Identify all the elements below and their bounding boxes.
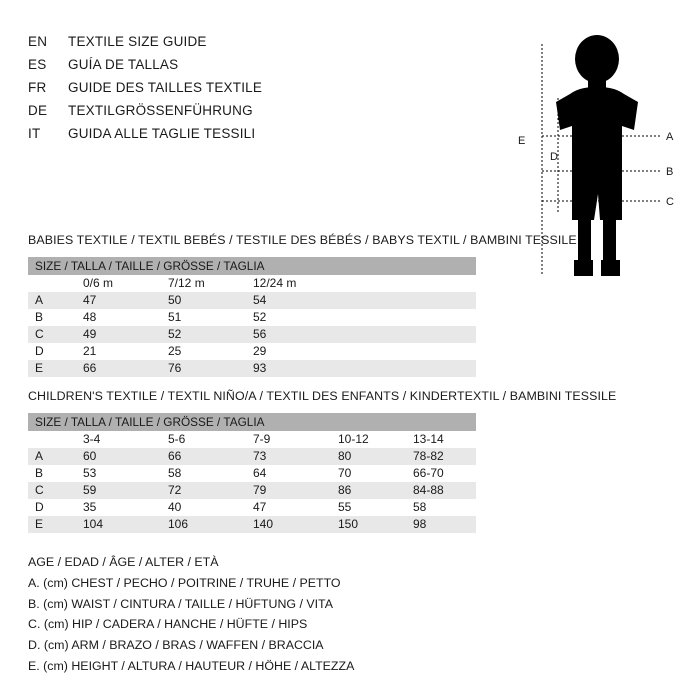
children-section-heading: CHILDREN'S TEXTILE / TEXTIL NIÑO/A / TEXTIL DES ENFANTS / KINDERTEXTIL / BAMBINI TESSILE (28, 389, 617, 403)
title-text-en: TEXTILE SIZE GUIDE (68, 34, 207, 49)
children-cell-b-3: 70 (331, 465, 406, 482)
children-row-label-a: A (28, 448, 76, 465)
title-row-it (28, 126, 458, 149)
table-row (28, 292, 476, 309)
babies-cell-d-2: 29 (246, 343, 331, 360)
children-cell-d-2: 47 (246, 499, 331, 516)
children-col-blank (28, 431, 76, 448)
legend-line-e: E. (cm) HEIGHT / ALTURA / HAUTEUR / HÖHE / ALTEZZA (28, 658, 355, 673)
title-text-fr: GUIDE DES TAILLES TEXTILE (68, 80, 263, 95)
children-cell-d-3: 55 (331, 499, 406, 516)
babies-cell-e-pad (331, 360, 476, 377)
language-code-en: EN (28, 34, 48, 49)
marker-e: E (518, 135, 526, 147)
babies-cell-c-0: 49 (76, 326, 161, 343)
language-code-de: DE (28, 103, 48, 118)
children-size-table (28, 413, 476, 533)
legend-line-d: D. (cm) ARM / BRAZO / BRAS / WAFFEN / BRACCIA (28, 638, 324, 653)
language-code-fr: FR (28, 80, 47, 95)
babies-cell-a-2: 54 (246, 292, 331, 309)
title-row-fr (28, 80, 458, 103)
marker-b: B (666, 166, 674, 178)
babies-cell-e-1: 76 (161, 360, 246, 377)
babies-cell-a-1: 50 (161, 292, 246, 309)
child-silhouette-diagram (500, 26, 680, 286)
table-row (28, 482, 476, 499)
children-cell-e-0: 104 (76, 516, 161, 533)
children-row-label-b: B (28, 465, 76, 482)
legend-line-a: A. (cm) CHEST / PECHO / POITRINE / TRUHE / PETTO (28, 575, 341, 590)
children-cell-c-4: 84-88 (406, 482, 476, 499)
children-cell-b-1: 58 (161, 465, 246, 482)
table-row (28, 326, 476, 343)
children-cell-e-1: 106 (161, 516, 246, 533)
title-block (28, 34, 458, 149)
children-cell-a-4: 78-82 (406, 448, 476, 465)
table-row (28, 413, 476, 431)
babies-row-label-e: E (28, 360, 76, 377)
children-cell-e-2: 140 (246, 516, 331, 533)
babies-cell-c-1: 52 (161, 326, 246, 343)
children-cell-b-4: 66-70 (406, 465, 476, 482)
title-row-es (28, 57, 458, 80)
children-cell-a-1: 66 (161, 448, 246, 465)
legend-line-b: B. (cm) WAIST / CINTURA / TAILLE / HÜFTUNG / VITA (28, 596, 333, 611)
babies-cell-b-1: 51 (161, 309, 246, 326)
babies-cell-e-2: 93 (246, 360, 331, 377)
legend-line-c: C. (cm) HIP / CADERA / HANCHE / HÜFTE / HIPS (28, 617, 308, 632)
marker-c: C (666, 196, 674, 208)
babies-band-label: SIZE / TALLA / TAILLE / GRÖSSE / TAGLIA (28, 257, 476, 275)
children-col-3: 10-12 (331, 431, 406, 448)
children-cell-e-3: 150 (331, 516, 406, 533)
babies-col-2: 12/24 m (246, 275, 331, 292)
babies-cell-e-0: 66 (76, 360, 161, 377)
title-text-es: GUÍA DE TALLAS (68, 57, 179, 72)
children-cell-d-4: 58 (406, 499, 476, 516)
table-row (28, 309, 476, 326)
marker-d: D (550, 151, 558, 163)
babies-col-1: 7/12 m (161, 275, 246, 292)
babies-cell-d-1: 25 (161, 343, 246, 360)
children-row-label-e: E (28, 516, 76, 533)
children-col-1: 5-6 (161, 431, 246, 448)
title-row-en (28, 34, 458, 57)
children-cell-d-1: 40 (161, 499, 246, 516)
babies-cell-b-0: 48 (76, 309, 161, 326)
babies-cell-a-0: 47 (76, 292, 161, 309)
language-code-it: IT (28, 126, 41, 141)
children-row-label-d: D (28, 499, 76, 516)
children-cell-c-1: 72 (161, 482, 246, 499)
table-row (28, 448, 476, 465)
babies-cell-d-pad (331, 343, 476, 360)
table-row (28, 499, 476, 516)
children-band-label: SIZE / TALLA / TAILLE / GRÖSSE / TAGLIA (28, 413, 476, 431)
table-row (28, 465, 476, 482)
table-row (28, 360, 476, 377)
babies-cell-b-2: 52 (246, 309, 331, 326)
table-row (28, 516, 476, 533)
children-cell-a-3: 80 (331, 448, 406, 465)
children-col-4: 13-14 (406, 431, 476, 448)
children-cell-d-0: 35 (76, 499, 161, 516)
babies-row-label-d: D (28, 343, 76, 360)
children-cell-c-0: 59 (76, 482, 161, 499)
legend-line-age: AGE / EDAD / ÂGE / ALTER / ETÀ (28, 555, 219, 569)
table-row (28, 431, 476, 448)
babies-cell-c-pad (331, 326, 476, 343)
children-col-2: 7-9 (246, 431, 331, 448)
babies-row-label-b: B (28, 309, 76, 326)
babies-cell-b-pad (331, 309, 476, 326)
language-code-es: ES (28, 57, 47, 72)
babies-section-heading: BABIES TEXTILE / TEXTIL BEBÉS / TESTILE DES BÉBÉS / BABYS TEXTIL / BAMBINI TESSILE (28, 233, 577, 247)
babies-row-label-a: A (28, 292, 76, 309)
children-cell-e-4: 98 (406, 516, 476, 533)
marker-a: A (666, 131, 674, 143)
children-cell-a-0: 60 (76, 448, 161, 465)
babies-col-blank (28, 275, 76, 292)
children-cell-b-2: 64 (246, 465, 331, 482)
babies-col-pad (331, 275, 476, 292)
title-row-de (28, 103, 458, 126)
table-row (28, 275, 476, 292)
measurement-legend (28, 552, 354, 677)
table-row (28, 257, 476, 275)
babies-row-label-c: C (28, 326, 76, 343)
children-cell-a-2: 73 (246, 448, 331, 465)
children-cell-c-2: 79 (246, 482, 331, 499)
babies-col-0: 0/6 m (76, 275, 161, 292)
title-text-de: TEXTILGRÖSSENFÜHRUNG (68, 103, 253, 118)
title-text-it: GUIDA ALLE TAGLIE TESSILI (68, 126, 256, 141)
babies-cell-a-pad (331, 292, 476, 309)
table-row (28, 343, 476, 360)
babies-cell-c-2: 56 (246, 326, 331, 343)
babies-cell-d-0: 21 (76, 343, 161, 360)
children-row-label-c: C (28, 482, 76, 499)
children-cell-c-3: 86 (331, 482, 406, 499)
babies-size-table (28, 257, 476, 377)
children-col-0: 3-4 (76, 431, 161, 448)
children-cell-b-0: 53 (76, 465, 161, 482)
